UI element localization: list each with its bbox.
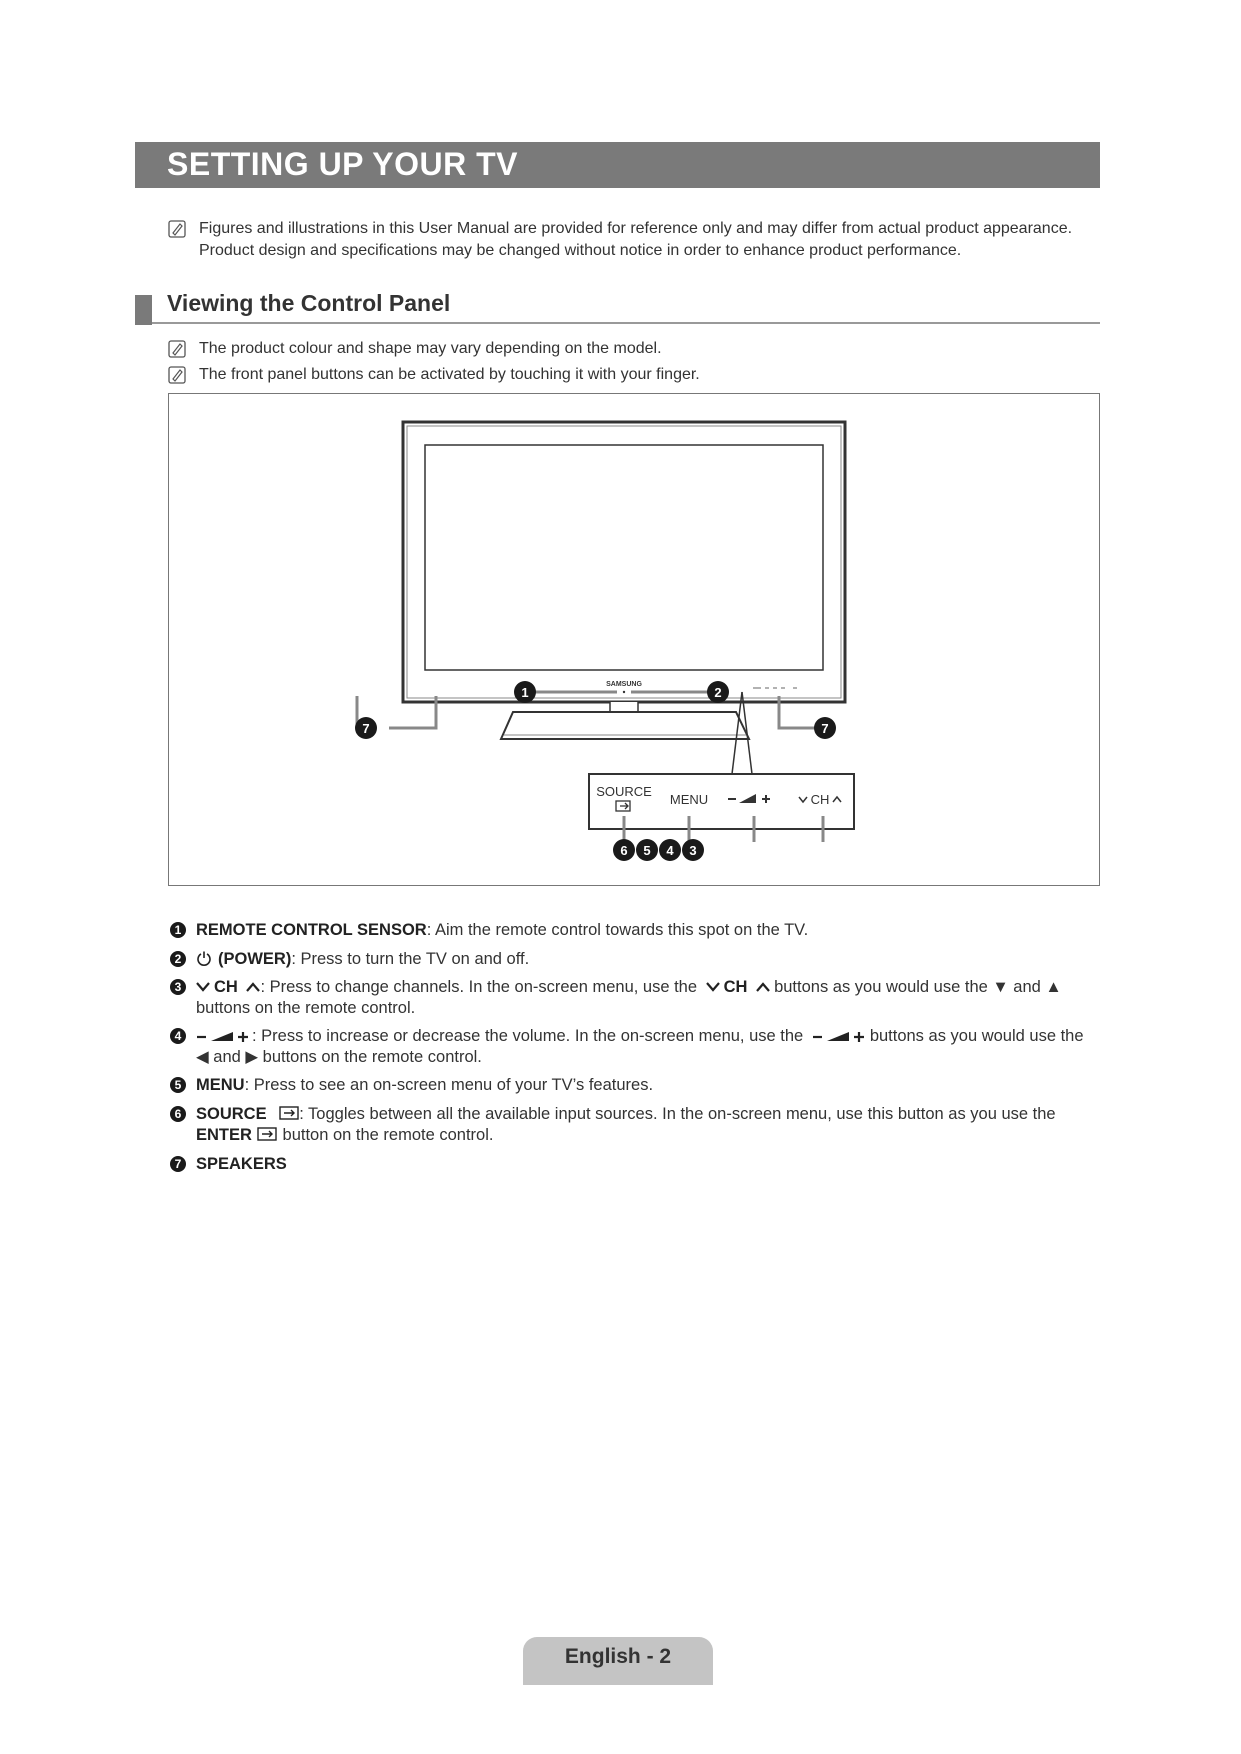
legend-item-4-text-a: : Press to increase or decrease the volume. In the on-screen menu, use the (252, 1027, 804, 1045)
legend-item-1-text: : Aim the remote control towards this spot on the TV. (426, 921, 809, 939)
legend-number: 3 (170, 979, 186, 995)
header-banner (135, 142, 1100, 188)
note-icon (168, 340, 186, 358)
legend-item-5 (170, 1075, 1110, 1096)
legend-item-4-text-b: buttons as you would use the (869, 1027, 1084, 1045)
callout-6 (613, 839, 635, 861)
section-notes (168, 338, 1068, 386)
chevron-up-icon (246, 982, 260, 992)
svg-text:6: 6 (620, 843, 628, 858)
section-note-1: The product colour and shape may vary depending on the model. (199, 340, 662, 357)
legend-number: 4 (170, 1028, 186, 1044)
legend-item-3-ch-inline: CH (723, 978, 748, 996)
legend-item-4-line2: ◀ and ▶ buttons on the remote control. (196, 1048, 482, 1066)
legend-item-5-text: : Press to see an on-screen menu of your TV’s features. (244, 1076, 654, 1094)
panel-menu-label: MENU (669, 792, 709, 807)
power-icon (196, 950, 212, 966)
legend-number: 6 (170, 1106, 186, 1122)
callout-5 (636, 839, 658, 861)
section-title: Viewing the Control Panel (167, 290, 451, 316)
chevron-down-icon (196, 982, 210, 992)
tv-stand (501, 702, 749, 739)
tv-illustration (169, 394, 1099, 884)
svg-text:1: 1 (521, 685, 529, 700)
panel-source-label: SOURCE (596, 784, 652, 799)
legend-number: 7 (170, 1156, 186, 1172)
section-divider (152, 322, 1100, 324)
legend-item-3-text-a: : Press to change channels. In the on-screen menu, use the (260, 978, 698, 996)
note-icon (168, 220, 186, 238)
volume-icon (812, 1029, 866, 1043)
svg-text:3: 3 (689, 843, 697, 858)
callout-1 (514, 681, 536, 703)
legend-item-6-line2: button on the remote control. (282, 1126, 494, 1144)
note-icon (168, 366, 186, 384)
legend-item-3-line2: buttons on the remote control. (196, 999, 416, 1017)
legend-item-7-label: SPEAKERS (196, 1155, 287, 1173)
enter-icon (257, 1127, 277, 1141)
source-icon (279, 1106, 299, 1120)
callout-3 (682, 839, 704, 861)
section-note-2: The front panel buttons can be activated by touching it with your finger. (199, 366, 700, 383)
legend-item-5-label: MENU (196, 1076, 245, 1094)
legend-number: 1 (170, 922, 186, 938)
callout-7-right (814, 717, 836, 739)
legend-item-3 (170, 977, 1110, 1019)
legend-item-2-label: (POWER) (218, 950, 292, 968)
callout-2 (707, 681, 729, 703)
legend-list (170, 920, 1110, 1175)
legend-item-7 (170, 1154, 1110, 1175)
svg-text:7: 7 (821, 721, 829, 736)
legend-item-3-text-b: buttons as you would use the ▼ and ▲ (774, 978, 1062, 996)
svg-text:4: 4 (666, 843, 674, 858)
section-marker (135, 295, 152, 325)
callout-4 (659, 839, 681, 861)
legend-item-2 (170, 949, 1110, 970)
legend-item-6-enter: ENTER (196, 1126, 252, 1144)
brand-logo: SAMSUNG (606, 681, 642, 688)
legend-item-2-text: : Press to turn the TV on and off. (291, 950, 530, 968)
legend-item-6-text: : Toggles between all the available input sources. In the on-screen menu, use this button as you use the (299, 1105, 1056, 1123)
page-number-tab: English - 2 (523, 1637, 713, 1685)
chevron-up-icon (756, 982, 770, 992)
legend-item-1 (170, 920, 1110, 941)
panel-ch-label: CH (810, 792, 830, 807)
legend-item-3-ch: CH (214, 978, 238, 996)
page-title: SETTING UP YOUR TV (167, 146, 518, 182)
legend-number: 5 (170, 1077, 186, 1093)
intro-note-line2: Product design and specifications may be changed without notice in order to enhance product performance. (199, 242, 962, 259)
chevron-down-icon (706, 982, 720, 992)
tv-frame (403, 422, 845, 702)
intro-note (168, 218, 1108, 262)
legend-number: 2 (170, 951, 186, 967)
svg-text:2: 2 (714, 685, 722, 700)
volume-icon (196, 1029, 250, 1043)
svg-text:7: 7 (362, 721, 370, 736)
svg-text:5: 5 (643, 843, 651, 858)
control-panel-figure (168, 393, 1100, 886)
legend-item-6-label: SOURCE (196, 1105, 267, 1123)
legend-item-4 (170, 1026, 1110, 1068)
section-note-row (168, 364, 1068, 386)
intro-note-line1: Figures and illustrations in this User Manual are provided for reference only and may differ from actual product appearance. (199, 220, 1073, 237)
section-note-row (168, 338, 1068, 360)
legend-item-1-label: REMOTE CONTROL SENSOR (196, 921, 427, 939)
callout-7-left (355, 717, 377, 739)
intro-note-row (168, 218, 1108, 262)
legend-item-6 (170, 1104, 1110, 1146)
